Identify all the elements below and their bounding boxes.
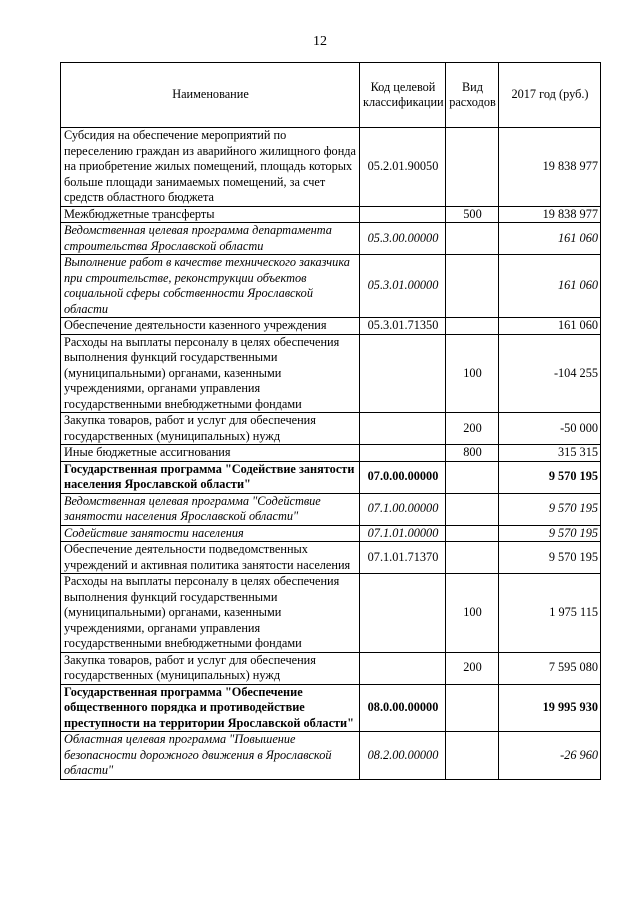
row-name-cell: Обеспечение деятельности подведомственных учреждений и активная политика занятости населения: [61, 542, 360, 574]
row-name-cell: Закупка товаров, работ и услуг для обеспечения государственных (муниципальных) нужд: [61, 413, 360, 445]
row-code-cell: [360, 445, 446, 462]
table-row: [61, 684, 601, 732]
row-kind-cell: [446, 732, 499, 780]
row-code-cell: [360, 574, 446, 653]
row-code-cell: [360, 334, 446, 413]
row-code-cell: 05.3.00.00000: [360, 223, 446, 255]
row-amount-cell: 9 570 195: [499, 493, 601, 525]
row-kind-cell: [446, 493, 499, 525]
row-kind-cell: [446, 542, 499, 574]
row-code-cell: [360, 652, 446, 684]
row-code-cell: 08.0.00.00000: [360, 684, 446, 732]
table-row: [61, 574, 601, 653]
row-amount-cell: 7 595 080: [499, 652, 601, 684]
row-name-cell: Иные бюджетные ассигнования: [61, 445, 360, 462]
row-amount-cell: 19 838 977: [499, 128, 601, 207]
row-kind-cell: [446, 255, 499, 318]
row-amount-cell: 315 315: [499, 445, 601, 462]
row-amount-cell: -26 960: [499, 732, 601, 780]
header-code: Код целевой классификации: [360, 63, 446, 128]
table-row: [61, 318, 601, 335]
table-row: [61, 334, 601, 413]
row-code-cell: 05.3.01.71350: [360, 318, 446, 335]
table-row: [61, 255, 601, 318]
row-amount-cell: 9 570 195: [499, 542, 601, 574]
row-kind-cell: [446, 128, 499, 207]
row-name-cell: Расходы на выплаты персоналу в целях обеспечения выполнения функций государственными (муниципальными) органами, казенными учреждениями, органами управления государственными внебюджетными фондами: [61, 574, 360, 653]
row-amount-cell: -104 255: [499, 334, 601, 413]
header-kind: Вид расходов: [446, 63, 499, 128]
table-row: [61, 413, 601, 445]
row-kind-cell: [446, 223, 499, 255]
table-row: [61, 128, 601, 207]
row-code-cell: 07.0.00.00000: [360, 461, 446, 493]
row-amount-cell: 19 838 977: [499, 206, 601, 223]
row-kind-cell: 100: [446, 574, 499, 653]
row-kind-cell: [446, 525, 499, 542]
budget-table: [60, 62, 601, 780]
table-row: [61, 445, 601, 462]
table-row: [61, 652, 601, 684]
row-amount-cell: 161 060: [499, 318, 601, 335]
table-row: [61, 542, 601, 574]
row-code-cell: [360, 206, 446, 223]
header-amount: 2017 год (руб.): [499, 63, 601, 128]
row-name-cell: Государственная программа "Обеспечение общественного порядка и противодействие преступности на территории Ярославской области": [61, 684, 360, 732]
row-kind-cell: [446, 318, 499, 335]
row-amount-cell: 9 570 195: [499, 461, 601, 493]
row-amount-cell: 9 570 195: [499, 525, 601, 542]
table-row: [61, 732, 601, 780]
row-name-cell: Выполнение работ в качестве технического заказчика при строительстве, реконструкции объектов социальной сферы собственности Ярославской области: [61, 255, 360, 318]
row-name-cell: Ведомственная целевая программа "Содействие занятости населения Ярославской области": [61, 493, 360, 525]
table-row: [61, 461, 601, 493]
row-amount-cell: 19 995 930: [499, 684, 601, 732]
row-name-cell: Субсидия на обеспечение мероприятий по переселению граждан из аварийного жилищного фонда на приобретение жилых помещений, площадь которых больше площади занимаемых помещений, за счет средств областного бюджета: [61, 128, 360, 207]
table-body: [61, 128, 601, 780]
row-name-cell: Закупка товаров, работ и услуг для обеспечения государственных (муниципальных) нужд: [61, 652, 360, 684]
row-name-cell: Содействие занятости населения: [61, 525, 360, 542]
row-name-cell: Ведомственная целевая программа департамента строительства Ярославской области: [61, 223, 360, 255]
row-name-cell: Расходы на выплаты персоналу в целях обеспечения выполнения функций государственными (муниципальными) органами, казенными учреждениями, органами управления государственными внебюджетными фондами: [61, 334, 360, 413]
header-name: Наименование: [61, 63, 360, 128]
row-amount-cell: -50 000: [499, 413, 601, 445]
row-kind-cell: 200: [446, 413, 499, 445]
row-kind-cell: 500: [446, 206, 499, 223]
table-row: [61, 525, 601, 542]
row-amount-cell: 161 060: [499, 255, 601, 318]
row-kind-cell: 800: [446, 445, 499, 462]
row-name-cell: Областная целевая программа "Повышение безопасности дорожного движения в Ярославской области": [61, 732, 360, 780]
row-code-cell: 05.3.01.00000: [360, 255, 446, 318]
table-row: [61, 206, 601, 223]
row-name-cell: Государственная программа "Содействие занятости населения Ярославской области": [61, 461, 360, 493]
row-kind-cell: [446, 461, 499, 493]
row-name-cell: Обеспечение деятельности казенного учреждения: [61, 318, 360, 335]
row-kind-cell: 100: [446, 334, 499, 413]
row-amount-cell: 1 975 115: [499, 574, 601, 653]
row-kind-cell: 200: [446, 652, 499, 684]
row-code-cell: 08.2.00.00000: [360, 732, 446, 780]
row-code-cell: 07.1.01.71370: [360, 542, 446, 574]
page-number: 12: [313, 34, 327, 49]
row-name-cell: Межбюджетные трансферты: [61, 206, 360, 223]
table-header-row: [61, 63, 601, 128]
row-code-cell: 07.1.00.00000: [360, 493, 446, 525]
table-row: [61, 223, 601, 255]
row-kind-cell: [446, 684, 499, 732]
row-amount-cell: 161 060: [499, 223, 601, 255]
row-code-cell: 05.2.01.90050: [360, 128, 446, 207]
row-code-cell: [360, 413, 446, 445]
row-code-cell: 07.1.01.00000: [360, 525, 446, 542]
table-row: [61, 493, 601, 525]
